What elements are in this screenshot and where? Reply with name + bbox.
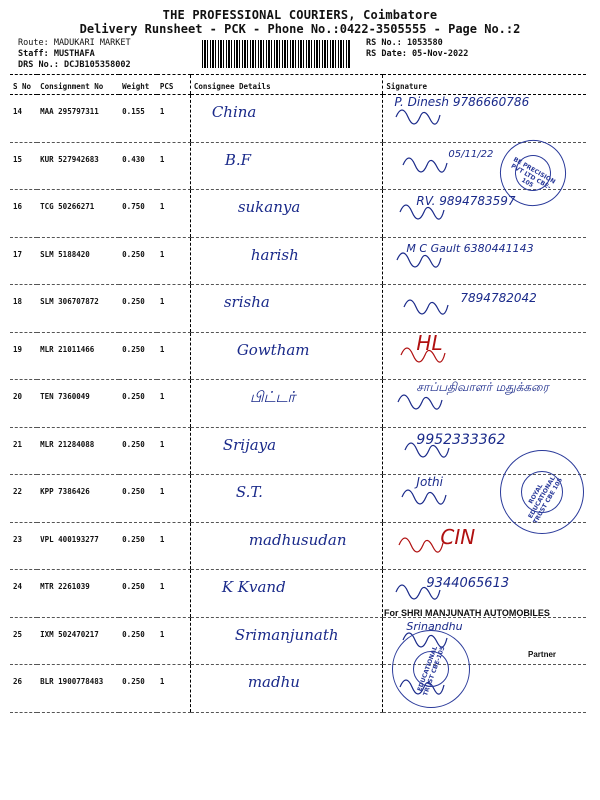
educational-trust-stamp	[500, 450, 584, 534]
row-consignment-no: IXM 502470217	[37, 617, 119, 665]
signature-text: 9344065613	[426, 576, 510, 591]
row-sno: 18	[10, 285, 37, 333]
table-row	[10, 95, 586, 143]
row-sno: 24	[10, 570, 37, 618]
row-weight: 0.250	[119, 617, 157, 665]
col-header-pcs: PCS	[157, 75, 191, 95]
row-consignee-handwriting: harish	[250, 245, 299, 264]
signature-text: 7894782042	[460, 291, 537, 305]
row-consignee-cell	[190, 475, 383, 523]
row-consignee-handwriting: பிட்டர்	[249, 388, 296, 406]
signature-text: சாப்பதிவாளர் மதுக்கரை	[416, 380, 549, 394]
table-row	[10, 237, 586, 285]
signature-text: Jothi	[416, 475, 443, 489]
row-consignment-no: TEN 7360049	[37, 380, 119, 428]
row-pcs: 1	[157, 332, 191, 380]
row-consignee-cell	[190, 380, 383, 428]
row-consignee-cell	[190, 142, 383, 190]
signature-text: CIN	[440, 524, 476, 549]
col-header-sno: S No	[10, 75, 37, 95]
signature-text: RV. 9894783597	[416, 194, 516, 208]
row-consignment-no: VPL 400193277	[37, 522, 119, 570]
row-consignee-handwriting: Srimanjunath	[234, 625, 339, 644]
col-header-signature: Signature	[383, 75, 586, 95]
row-pcs: 1	[157, 570, 191, 618]
row-weight: 0.750	[119, 190, 157, 238]
row-consignee-cell	[190, 285, 383, 333]
signature-area	[386, 97, 583, 131]
signature-text: HL	[416, 330, 443, 355]
table-row	[10, 522, 586, 570]
row-consignee-handwriting: sukanya	[237, 198, 301, 216]
row-sno: 23	[10, 522, 37, 570]
rs-date-line: RS Date: 05-Nov-2022	[366, 49, 469, 59]
row-sno: 19	[10, 332, 37, 380]
row-weight: 0.250	[119, 380, 157, 428]
row-sno: 15	[10, 142, 37, 190]
row-consignee-handwriting: srisha	[223, 293, 270, 311]
row-pcs: 1	[157, 475, 191, 523]
trust-stamp-bottom	[392, 630, 470, 708]
row-consignment-no: MAA 295797311	[37, 95, 119, 143]
row-sno: 17	[10, 237, 37, 285]
col-header-consignment: Consignment No	[37, 75, 119, 95]
row-consignee-handwriting: S.T.	[235, 483, 263, 501]
row-sno: 26	[10, 665, 37, 713]
footer-partner: Partner	[528, 650, 557, 659]
row-consignment-no: MLR 21011466	[37, 332, 119, 380]
row-signature-cell	[383, 237, 586, 285]
row-consignee-handwriting: Srijaya	[222, 435, 277, 454]
signature-area	[386, 382, 583, 416]
row-weight: 0.250	[119, 570, 157, 618]
row-consignee-cell	[190, 522, 383, 570]
row-consignee-handwriting: madhusudan	[248, 530, 347, 549]
row-signature-cell	[383, 95, 586, 143]
signature-text: M C Gault 6380441143	[406, 241, 534, 255]
row-pcs: 1	[157, 285, 191, 333]
col-header-weight: Weight	[119, 75, 157, 95]
row-consignment-no: MLR 21284088	[37, 427, 119, 475]
row-sno: 20	[10, 380, 37, 428]
table-row	[10, 332, 586, 380]
row-pcs: 1	[157, 617, 191, 665]
row-sno: 16	[10, 190, 37, 238]
row-weight: 0.250	[119, 332, 157, 380]
table-row	[10, 190, 586, 238]
row-consignee-cell	[190, 332, 383, 380]
row-weight: 0.250	[119, 522, 157, 570]
row-pcs: 1	[157, 95, 191, 143]
row-signature-cell	[383, 285, 586, 333]
row-consignee-cell	[190, 190, 383, 238]
col-header-consignee: Consignee Details	[190, 75, 383, 95]
row-pcs: 1	[157, 427, 191, 475]
route-line: Route: MADUKARI MARKET	[18, 38, 131, 48]
row-consignment-no: TCG 50266271	[37, 190, 119, 238]
table-row	[10, 617, 586, 665]
runsheet-subtitle: Delivery Runsheet - PCK - Phone No.:0422-3505555 - Page No.:2	[79, 22, 521, 36]
drs-line: DRS No.: DCJB105358002	[18, 60, 131, 70]
signature-area	[386, 572, 583, 606]
row-consignment-no: KPP 7386426	[37, 475, 119, 523]
table-row	[10, 427, 586, 475]
company-title: THE PROFESSIONAL COURIERS, Coimbatore	[162, 8, 438, 22]
signature-text: P. Dinesh 9786660786	[394, 95, 530, 109]
row-consignment-no: KUR 527942683	[37, 142, 119, 190]
table-row	[10, 285, 586, 333]
row-pcs: 1	[157, 380, 191, 428]
signature-text: 05/11/22	[448, 148, 494, 160]
row-signature-cell	[383, 332, 586, 380]
row-sno: 25	[10, 617, 37, 665]
row-consignment-no: BLR 1900778483	[37, 665, 119, 713]
footer-company: For SHRI MANJUNATH AUTOMOBILES	[384, 608, 550, 618]
meta-right	[366, 38, 468, 60]
barcode	[202, 40, 350, 68]
row-weight: 0.430	[119, 142, 157, 190]
row-weight: 0.250	[119, 285, 157, 333]
row-consignee-handwriting: Gowtham	[236, 340, 310, 359]
signature-area	[386, 330, 583, 369]
row-pcs: 1	[157, 522, 191, 570]
staff-line: Staff: MUSTHAFA	[18, 49, 95, 59]
signature-text: 9952333362	[416, 431, 506, 448]
precision-stamp-text: BE PRECISION PVT LTD CBE-105	[509, 155, 557, 192]
row-consignment-no: SLM 5188420	[37, 237, 119, 285]
row-sno: 21	[10, 427, 37, 475]
signature-text: Srinandhu	[406, 619, 463, 633]
row-consignee-cell	[190, 95, 383, 143]
educational-trust-stamp-text: ROYAL EDUCATIONAL TRUST CBE 105	[527, 475, 565, 526]
table-row	[10, 665, 586, 713]
meta-left	[18, 38, 131, 71]
rs-no-line: RS No.: 1053580	[366, 38, 443, 48]
row-consignee-cell	[190, 570, 383, 618]
row-consignee-handwriting: madhu	[247, 673, 300, 691]
table-header-row	[10, 75, 586, 95]
row-weight: 0.250	[119, 427, 157, 475]
row-sno: 22	[10, 475, 37, 523]
row-weight: 0.250	[119, 237, 157, 285]
signature-area	[386, 287, 583, 321]
row-signature-cell	[383, 380, 586, 428]
signature-area	[386, 240, 583, 274]
row-pcs: 1	[157, 190, 191, 238]
row-pcs: 1	[157, 665, 191, 713]
row-weight: 0.250	[119, 475, 157, 523]
row-weight: 0.155	[119, 95, 157, 143]
row-pcs: 1	[157, 237, 191, 285]
row-pcs: 1	[157, 142, 191, 190]
table-row	[10, 380, 586, 428]
row-consignment-no: SLM 306707872	[37, 285, 119, 333]
row-consignee-handwriting: K Kvand	[221, 578, 286, 596]
row-consignee-handwriting: China	[211, 103, 257, 121]
row-consignee-handwriting: B.F	[224, 150, 252, 169]
row-sno: 14	[10, 95, 37, 143]
row-consignee-cell	[190, 617, 383, 665]
row-consignee-cell	[190, 427, 383, 475]
row-consignee-cell	[190, 237, 383, 285]
row-weight: 0.250	[119, 665, 157, 713]
row-consignment-no: MTR 2261039	[37, 570, 119, 618]
row-consignee-cell	[190, 665, 383, 713]
trust-stamp-bottom-text: EDUCATIONAL TRUST CBE-105	[416, 645, 447, 697]
